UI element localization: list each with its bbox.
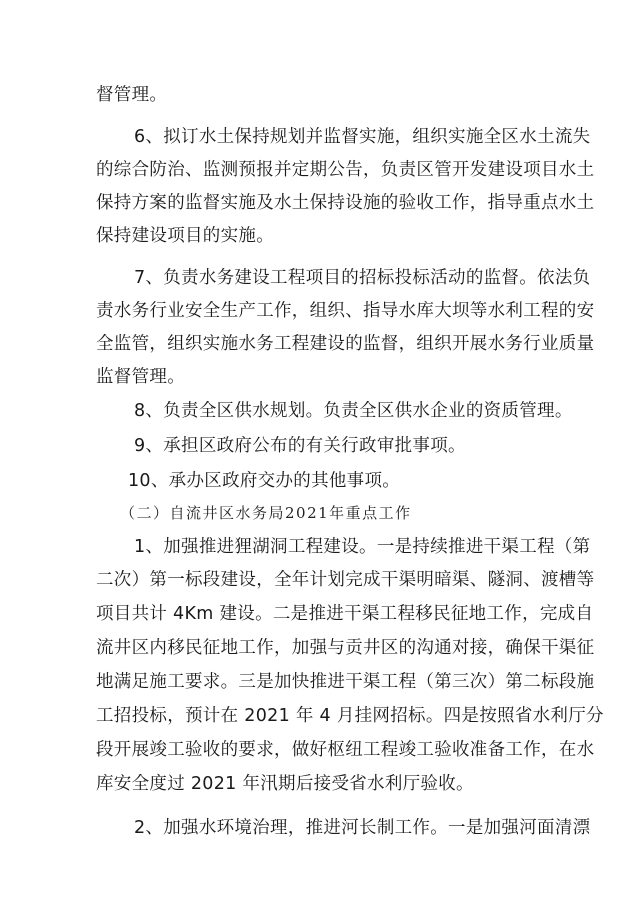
text-line-8: 全监管，组织实施水务工程建设的监督，组织开展水务行业质量 xyxy=(96,334,595,354)
text-line-6: 7、负责水务建设工程项目的招标投标活动的监督。依法负 xyxy=(134,268,591,288)
text-line-18: 地满足施工要求。三是加快推进干渠工程（第三次）第二标段施 xyxy=(96,672,595,692)
text-line-7: 责水务行业安全生产工作，组织、指导水库大坝等水利工程的安 xyxy=(96,301,595,321)
section-heading: （二）自流井区水务局2021年重点工作 xyxy=(120,504,412,522)
text-line-15: 二次）第一标段建设，全年计划完成干渠明暗渠、隧洞、渡槽等 xyxy=(96,570,595,590)
text-line-22: 2、加强水环境治理，推进河长制工作。一是加强河面清漂 xyxy=(134,818,591,838)
text-line-2: 6、拟订水土保持规划并监督实施，组织实施全区水土流失 xyxy=(134,127,591,147)
text-line-4: 保持方案的监督实施及水土保持设施的验收工作，指导重点水土 xyxy=(96,193,595,213)
text-line-10: 8、负责全区供水规划。负责全区供水企业的资质管理。 xyxy=(134,401,573,421)
text-line-20: 段开展竣工验收的要求，做好枢纽工程竣工验收准备工作，在水 xyxy=(96,740,595,760)
text-line-1: 督管理。 xyxy=(96,85,168,105)
text-line-5: 保持建设项目的实施。 xyxy=(96,226,274,246)
text-line-11: 9、承担区政府公布的有关行政审批事项。 xyxy=(134,436,466,456)
text-line-9: 监督管理。 xyxy=(96,367,185,387)
text-line-17: 流井区内移民征地工作，加强与贡井区的沟通对接，确保干渠征 xyxy=(96,638,595,658)
text-line-14: 1、加强推进狸湖洞工程建设。一是持续推进干渠工程（第 xyxy=(134,537,591,557)
text-line-19: 工招投标，预计在 2021 年 4 月挂网招标。四是按照省水利厅分 xyxy=(96,706,604,726)
text-line-3: 的综合防治、监测预报并定期公告，负责区管开发建设项目水土 xyxy=(96,160,595,180)
text-line-16: 项目共计 4Km 建设。二是推进干渠工程移民征地工作，完成自 xyxy=(96,604,594,624)
text-line-21: 库安全度过 2021 年汛期后接受省水利厅验收。 xyxy=(96,774,474,794)
text-line-12: 10、承办区政府交办的其他事项。 xyxy=(128,471,401,491)
